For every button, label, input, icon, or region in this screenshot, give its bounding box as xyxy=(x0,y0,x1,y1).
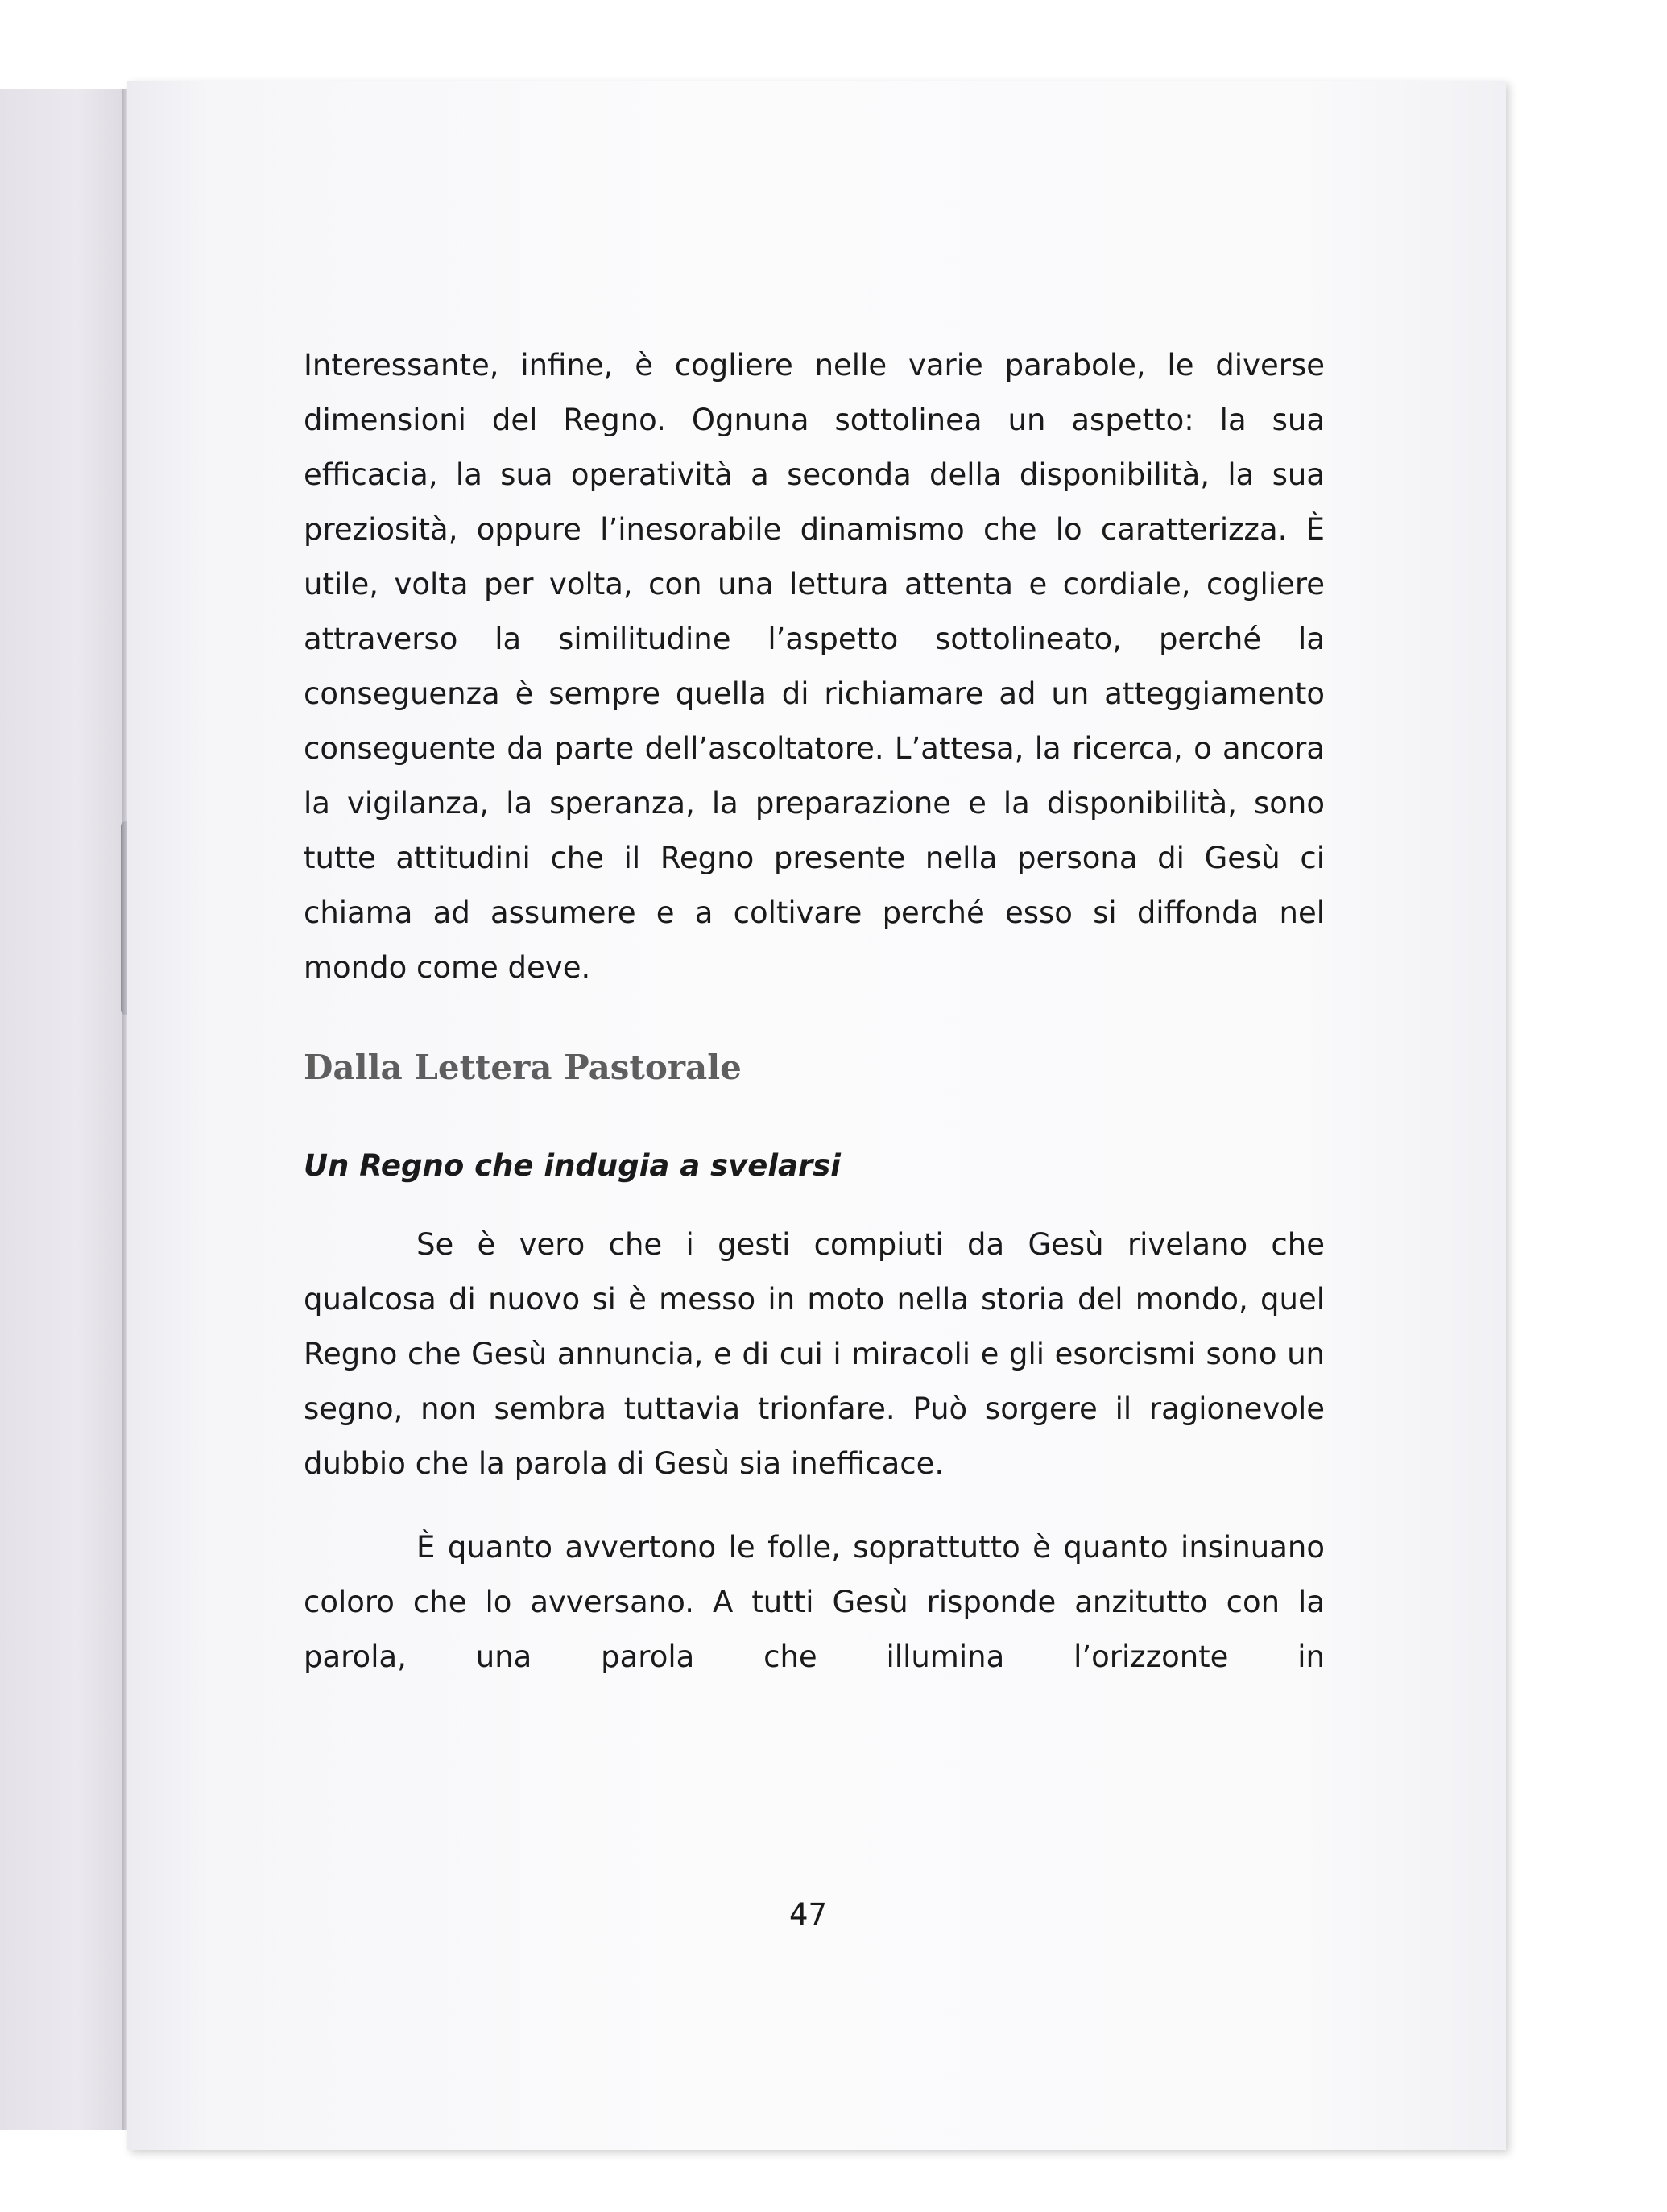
left-page-edge xyxy=(0,89,129,2130)
section-heading: Dalla Lettera Pastorale xyxy=(304,1048,742,1087)
intro-paragraph: Interessante, infine, è cogliere nelle varie parabole, le diverse dimensioni del Regno. Ognuna sottolinea un aspetto: la sua efficacia, la sua operatività a seconda della disponibilità, la sua preziosità, oppure l’inesorabile dinamismo che lo caratterizza. È utile, volta per volta, con una lettura attenta e cordiale, cogliere attraverso la similitudine l’aspetto sottolineato, perché la conseguenza è sempre quella di richiamare ad un atteggiamento conseguente da parte dell’ascoltatore. L’attesa, la ricerca, o ancora la vigilanza, la speranza, la preparazione e la disponibilità, sono tutte attitudini che il Regno presente nella persona di Gesù ci chiama ad assumere e a coltivare perché esso si diffonda nel mondo come deve. xyxy=(304,348,1325,985)
paragraph-3: È quanto avvertono le folle, soprattutto è quanto insinuano coloro che lo avversano. A tutti Gesù risponde anzitutto con la parola, una parola che illumina l’orizzonte in xyxy=(304,1530,1325,1674)
subsection-heading: Un Regno che indugia a svelarsi xyxy=(304,1148,841,1183)
paragraph-2: Se è vero che i gesti compiuti da Gesù rivelano che qualcosa di nuovo si è messo in moto nella storia del mondo, quel Regno che Gesù annuncia, e di cui i miracoli e gli esorcismi sono un segno, non sembra tuttavia trionfare. Può sorgere il ragionevole dubbio che la parola di Gesù sia inefficace. xyxy=(304,1227,1325,1481)
page-number: 47 xyxy=(789,1897,828,1932)
page-text-block xyxy=(304,338,1325,1685)
